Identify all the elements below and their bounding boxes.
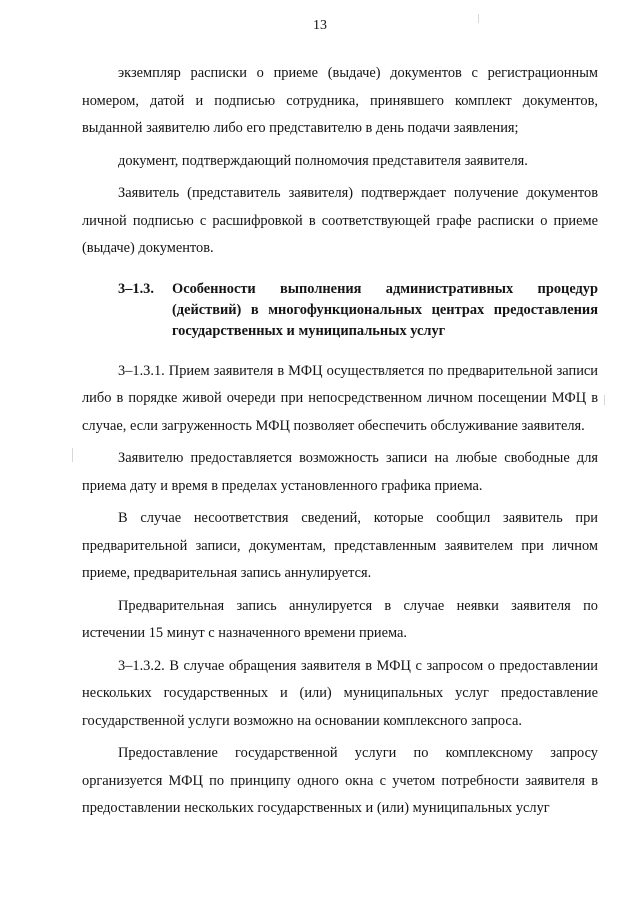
paragraph-complex-request: Предоставление государственной услуги по комплексному запросу организуется МФЦ по принципу одного окна с учетом потребности заявителя в предоставлении нескольких государственных и (или) муниципальных услуг — [82, 745, 598, 816]
paragraph-mismatch: В случае несоответствия сведений, которые сообщил заявитель при предварительной записи, документам, представленным заявителем при личном приеме, предварительная запись аннулируется. — [82, 510, 598, 581]
paragraph-no-show: Предварительная запись аннулируется в случае неявки заявителя по истечении 15 минут с назначенного времени приема. — [82, 597, 598, 641]
scan-mark — [604, 395, 605, 405]
page-number: 13 — [313, 18, 327, 33]
paragraph-authority-document: документ, подтверждающий полномочия представителя заявителя. — [118, 152, 528, 169]
scan-mark — [478, 14, 479, 23]
paragraph-3-1-3-1: 3–1.3.1. Прием заявителя в МФЦ осуществляется по предварительной записи либо в порядке живой очереди при непосредственном личном посещении МФЦ в случае, если загруженность МФЦ позволяет обеспечить обслуживание заявителя. — [82, 362, 598, 434]
paragraph-3-1-3-2: 3–1.3.2. В случае обращения заявителя в МФЦ с запросом о предоставлении нескольких государственных и (или) муниципальных услуг предоставление государственной услуги возможно на основании комплексного запроса. — [82, 657, 598, 729]
section-heading — [82, 279, 598, 342]
paragraph-booking-option: Заявителю предоставляется возможность записи на любые свободные для приема дату и время в пределах установленного графика приема. — [82, 450, 598, 494]
scan-mark — [72, 448, 73, 462]
section-number: 3–1.3. — [118, 280, 154, 297]
paragraph-receipt-copy: экземпляр расписки о приеме (выдаче) документов с регистрационным номером, датой и подписью сотрудника, принявшего комплект документов, выданной заявителю либо его представителю в день подачи заявления; — [82, 65, 598, 136]
section-title: Особенности выполнения административных процедур (действий) в многофункциональных центрах предоставления государственных и муниципальных услуг — [172, 280, 598, 339]
paragraph-applicant-confirms: Заявитель (представитель заявителя) подтверждает получение документов личной подписью с расшифровкой в соответствующей графе расписки о приеме (выдаче) документов. — [82, 185, 598, 256]
document-body — [82, 60, 598, 823]
